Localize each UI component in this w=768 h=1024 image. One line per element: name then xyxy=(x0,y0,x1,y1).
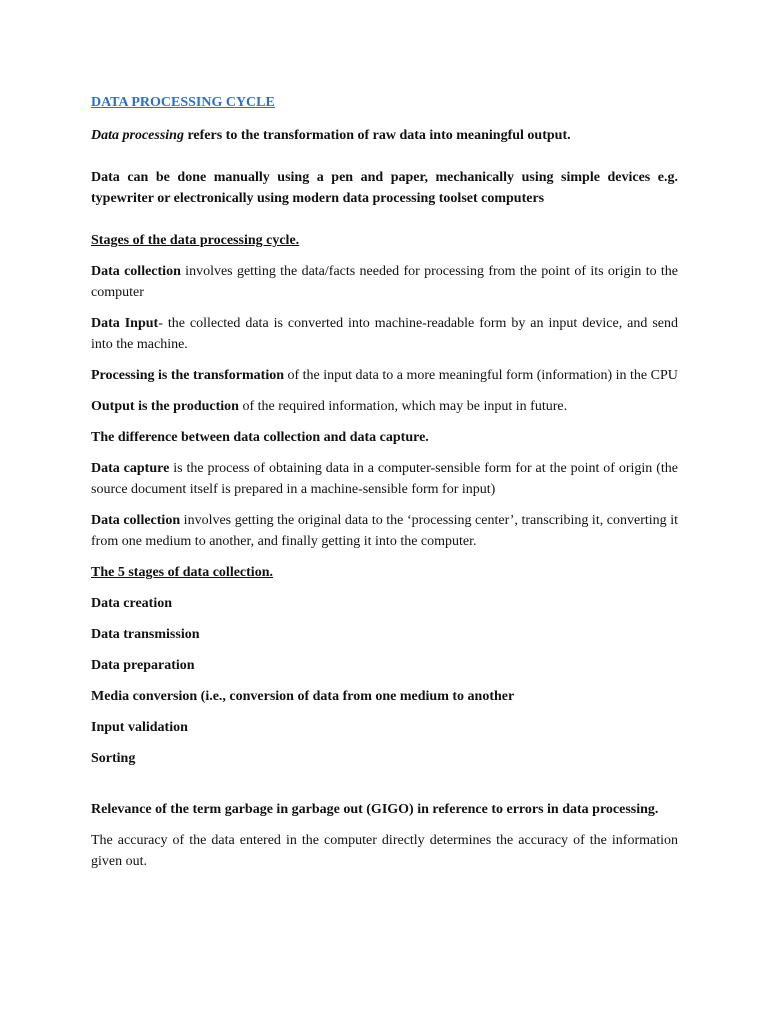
difference-heading: The difference between data collection and data capture. xyxy=(91,430,429,445)
five-stage-item: Input validation xyxy=(91,720,188,735)
stage-paragraph-input xyxy=(91,313,678,355)
gigo-heading: Relevance of the term garbage in garbage out (GIGO) in reference to errors in data processing. xyxy=(91,802,659,817)
stage-term: Data Input xyxy=(91,316,159,331)
stage-text: of the required information, which may be input in future. xyxy=(238,399,568,414)
stages-heading: Stages of the data processing cycle. xyxy=(91,233,300,248)
collection-text: involves getting the original data to the ‘processing center’, transcribing it, converting it from one medium to another, and finally getting it into the computer. xyxy=(91,513,679,549)
document-body xyxy=(91,92,678,872)
capture-term: Data capture xyxy=(91,461,170,476)
five-stage-item: Data creation xyxy=(91,596,172,611)
five-stage-item: Data transmission xyxy=(91,627,200,642)
five-stage-item: Data preparation xyxy=(91,658,195,673)
stage-term: Output is the production xyxy=(91,399,239,414)
capture-paragraph xyxy=(91,458,678,500)
stage-text: - the collected data is converted into machine-readable form by an input device, and send into the machine. xyxy=(91,316,678,352)
capture-text: is the process of obtaining data in a computer-sensible form for at the point of origin (the source document itself is prepared in a machine-sensible form for input) xyxy=(91,461,678,497)
five-stages-heading: The 5 stages of data collection. xyxy=(91,565,273,580)
methods-paragraph: Data can be done manually using a pen and paper, mechanically using simple devices e.g. typewriter or electronically using modern data processing toolset computers xyxy=(91,170,678,206)
gigo-paragraph: The accuracy of the data entered in the computer directly determines the accuracy of the information given out. xyxy=(91,833,678,869)
stage-text: involves getting the data/facts needed for processing from the point of its origin to the computer xyxy=(91,264,679,300)
five-stage-item: Media conversion (i.e., conversion of data from one medium to another xyxy=(91,689,515,704)
stage-term: Processing is the transformation xyxy=(91,368,284,383)
five-stage-item: Sorting xyxy=(91,751,136,766)
stage-paragraph-output xyxy=(91,396,678,417)
collection-term: Data collection xyxy=(91,513,181,528)
definition-text: refers to the transformation of raw data into meaningful output. xyxy=(183,128,571,143)
stage-paragraph-collection xyxy=(91,261,678,303)
stage-term: Data collection xyxy=(91,264,181,279)
definition-term: Data processing xyxy=(91,128,184,143)
definition-paragraph xyxy=(91,125,678,146)
page-title: DATA PROCESSING CYCLE xyxy=(91,95,275,110)
stage-text: of the input data to a more meaningful form (information) in the CPU xyxy=(284,368,678,383)
stage-paragraph-processing xyxy=(91,365,678,386)
collection-paragraph xyxy=(91,510,678,552)
